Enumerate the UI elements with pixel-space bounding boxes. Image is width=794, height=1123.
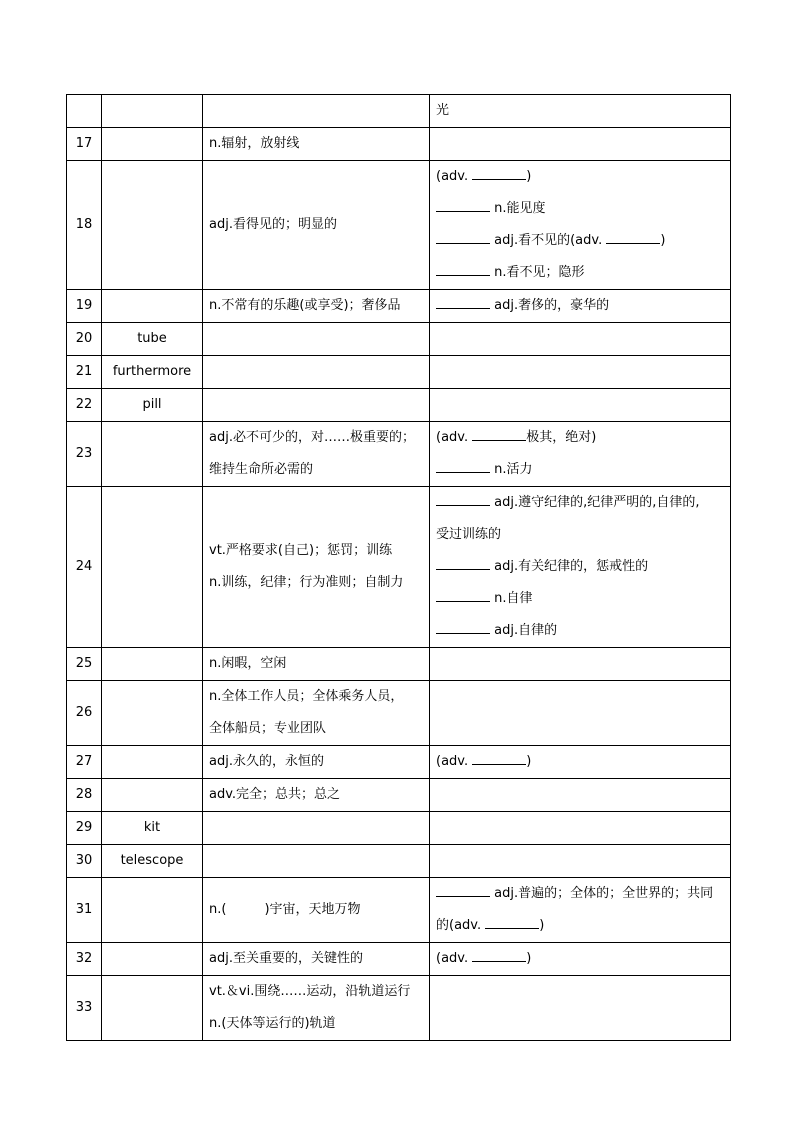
text-line: adj.至关重要的，关键性的 (209, 951, 363, 966)
word-cell (102, 878, 203, 943)
meaning-cell (203, 128, 430, 161)
row-number: 32 (67, 943, 102, 976)
text-line: 受过训练的 (436, 527, 502, 542)
table-row (67, 845, 731, 878)
meaning-cell (203, 323, 430, 356)
row-number: 31 (67, 878, 102, 943)
text-line: adv.完全；总共；总之 (209, 787, 341, 802)
fill-in-blank[interactable] (436, 199, 490, 212)
text-line: adj.看不见的(adv. ) (436, 225, 724, 257)
derivatives-cell (430, 746, 731, 779)
meaning-cell (203, 943, 430, 976)
word-cell (102, 943, 203, 976)
fill-in-blank[interactable] (472, 752, 526, 765)
table-row (67, 976, 731, 1041)
table-row (67, 389, 731, 422)
fill-in-blank[interactable] (436, 884, 490, 897)
word-cell (102, 976, 203, 1041)
derivatives-cell (430, 323, 731, 356)
row-number: 18 (67, 161, 102, 290)
word-cell (102, 779, 203, 812)
row-number: 33 (67, 976, 102, 1041)
word-cell (102, 487, 203, 648)
row-number: 23 (67, 422, 102, 487)
text-line: n.能见度 (436, 193, 724, 225)
meaning-cell (203, 389, 430, 422)
text-line: adj.永久的，永恒的 (209, 754, 324, 769)
meaning-cell (203, 746, 430, 779)
meaning-cell (203, 812, 430, 845)
meaning-cell (203, 681, 430, 746)
text-line: 光 (436, 103, 450, 118)
text-line: adj.有关纪律的，惩戒性的 (436, 551, 724, 583)
meaning-cell (203, 422, 430, 487)
word-cell: kit (102, 812, 203, 845)
derivatives-cell (430, 681, 731, 746)
derivatives-cell (430, 422, 731, 487)
row-number: 24 (67, 487, 102, 648)
word-cell (102, 95, 203, 128)
meaning-cell (203, 779, 430, 812)
vocabulary-table (66, 94, 731, 1041)
text-line: vt.严格要求(自己)；惩罚；训练 (209, 543, 393, 558)
text-line: n.辐射，放射线 (209, 136, 300, 151)
fill-in-blank[interactable] (436, 296, 490, 309)
table-row (67, 681, 731, 746)
word-cell (102, 161, 203, 290)
table-row (67, 95, 731, 128)
word-cell (102, 422, 203, 487)
text-line: (adv. 极其，绝对) (436, 430, 597, 445)
word-cell (102, 681, 203, 746)
row-number: 28 (67, 779, 102, 812)
table-row (67, 161, 731, 290)
derivatives-cell (430, 812, 731, 845)
derivatives-cell (430, 95, 731, 128)
meaning-cell (203, 845, 430, 878)
word-cell (102, 648, 203, 681)
derivatives-cell (430, 976, 731, 1041)
meaning-cell (203, 976, 430, 1041)
text-line: n.看不见；隐形 (436, 257, 724, 289)
text-line: vt.＆vi.围绕……运动，沿轨道运行 (209, 984, 411, 999)
row-number: 22 (67, 389, 102, 422)
derivatives-cell (430, 648, 731, 681)
row-number: 20 (67, 323, 102, 356)
word-cell: pill (102, 389, 203, 422)
table-row (67, 648, 731, 681)
derivatives-cell (430, 356, 731, 389)
derivatives-cell (430, 845, 731, 878)
meaning-cell (203, 161, 430, 290)
text-line: adj.必不可少的，对……极重要的； (209, 430, 415, 445)
word-cell (102, 290, 203, 323)
table-row (67, 487, 731, 648)
derivatives-cell (430, 878, 731, 943)
meaning-cell (203, 487, 430, 648)
text-line: n.闲暇，空闲 (209, 656, 287, 671)
fill-in-blank[interactable] (472, 167, 526, 180)
table-row (67, 323, 731, 356)
derivatives-cell (430, 779, 731, 812)
text-line: n.不常有的乐趣(或享受)；奢侈品 (209, 298, 401, 313)
fill-in-blank[interactable] (606, 231, 660, 244)
text-line: adj.普遍的；全体的；全世界的；共同 (436, 878, 724, 910)
fill-in-blank[interactable] (436, 263, 490, 276)
text-line: (adv. ) (436, 169, 532, 184)
table-row (67, 812, 731, 845)
text-line: adj.自律的 (436, 615, 724, 647)
derivatives-cell (430, 943, 731, 976)
meaning-cell (203, 290, 430, 323)
row-number: 19 (67, 290, 102, 323)
table-row (67, 422, 731, 487)
text-line: adj.看得见的；明显的 (209, 217, 337, 232)
fill-in-blank[interactable] (485, 916, 539, 929)
text-line: 的(adv. ) (436, 918, 545, 933)
derivatives-cell (430, 487, 731, 648)
vocabulary-table-body (67, 95, 731, 1041)
text-line: (adv. ) (436, 754, 532, 769)
table-row (67, 943, 731, 976)
text-line: 维持生命所必需的 (209, 462, 314, 477)
fill-in-blank[interactable] (436, 460, 490, 473)
text-line: n.自律 (436, 583, 724, 615)
word-cell: furthermore (102, 356, 203, 389)
word-cell (102, 746, 203, 779)
text-line: adj.奢侈的，豪华的 (436, 290, 724, 322)
derivatives-cell (430, 290, 731, 323)
fill-in-blank[interactable] (436, 493, 490, 506)
row-number: 26 (67, 681, 102, 746)
word-cell (102, 128, 203, 161)
meaning-cell (203, 356, 430, 389)
table-row (67, 128, 731, 161)
text-line: (adv. ) (436, 951, 532, 966)
word-cell: tube (102, 323, 203, 356)
row-number: 17 (67, 128, 102, 161)
row-number: 27 (67, 746, 102, 779)
meaning-cell (203, 648, 430, 681)
text-line: n.全体工作人员；全体乘务人员， (209, 689, 404, 704)
table-row (67, 746, 731, 779)
word-cell: telescope (102, 845, 203, 878)
table-row (67, 356, 731, 389)
text-line: n.训练，纪律；行为准则；自制力 (209, 575, 404, 590)
table-row (67, 779, 731, 812)
derivatives-cell (430, 389, 731, 422)
row-number: 29 (67, 812, 102, 845)
text-line: n.( )宇宙，天地万物 (209, 902, 361, 917)
row-number: 25 (67, 648, 102, 681)
table-row (67, 290, 731, 323)
row-number: 21 (67, 356, 102, 389)
row-number (67, 95, 102, 128)
meaning-cell (203, 878, 430, 943)
table-row (67, 878, 731, 943)
text-line: n.活力 (436, 454, 724, 486)
fill-in-blank[interactable] (436, 557, 490, 570)
fill-in-blank[interactable] (436, 589, 490, 602)
text-line: adj.遵守纪律的,纪律严明的,自律的, (436, 487, 724, 519)
derivatives-cell (430, 128, 731, 161)
text-line: 全体船员；专业团队 (209, 721, 327, 736)
derivatives-cell (430, 161, 731, 290)
text-line: n.(天体等运行的)轨道 (209, 1016, 336, 1031)
fill-in-blank[interactable] (436, 231, 490, 244)
fill-in-blank[interactable] (436, 621, 490, 634)
row-number: 30 (67, 845, 102, 878)
fill-in-blank[interactable] (472, 428, 526, 441)
fill-in-blank[interactable] (472, 949, 526, 962)
meaning-cell (203, 95, 430, 128)
